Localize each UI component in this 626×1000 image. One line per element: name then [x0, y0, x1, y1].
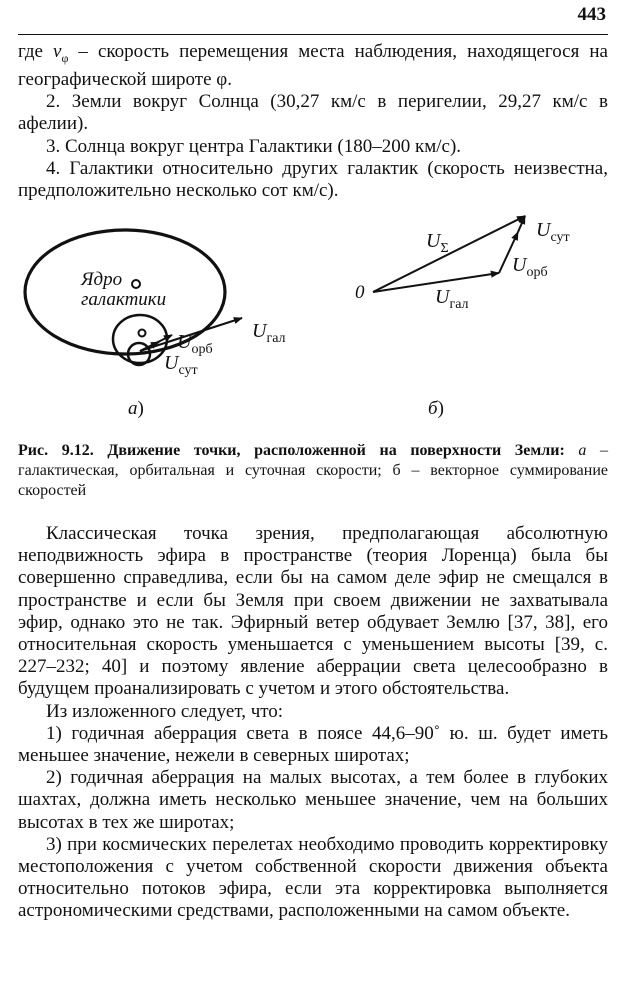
para1-prefix: где — [18, 41, 53, 62]
list-item-1: 1) годичная аберрация света в поясе 44,6–90˚ ю. ш. будет иметь меньшее значение, нежели в северных широтах; — [18, 722, 608, 767]
sun-dot — [139, 330, 146, 337]
body-paragraph-1: Классическая точка зрения, предполагающая абсолютную неподвижность эфира в пространстве (теория Лоренца) была бы совершенно справедлива, если бы на самом деле эфир не смещался в пространстве и если бы Земля при своем движении не захватывала эфир, однако это не так. Эфирный ветер обдувает Землю [37, 38], его относительная скорость уменьшается с уменьшением высоты [39, с. 227–232; 40] и поэтому явление аберрации света целесообразно в будущем проанализировать с учетом и этого обстоятельства. — [18, 523, 608, 700]
figure-9-12 — [0, 205, 626, 437]
paragraph-2: 2. Земли вокруг Солнца (30,27 км/с в перигелии, 29,27 км/с в афелии). — [18, 91, 608, 135]
body-paragraph-2: Из изложенного следует, что: — [46, 700, 284, 722]
caption-head: Рис. 9.12. Движение точки, расположенной на поверхности Земли: — [18, 442, 565, 459]
body-text — [18, 523, 608, 923]
core-label-line1: Ядро — [81, 269, 123, 290]
panel-b-u-sut-label: $U_{сут}$ — [536, 219, 570, 245]
caption-rest: – галактическая, орбитальная и суточная скорости; б – векторное суммирование скоростей — [18, 442, 609, 499]
paragraph-4: 4. Галактики относительно других галактик (скорость неизвестна, предположительно несколько сот км/с). — [18, 157, 608, 202]
panel-b-letter: б) — [428, 398, 444, 419]
panel-b-u-sigma-label: $U_\Sigma$ — [426, 230, 449, 256]
galaxy-core-dot — [132, 280, 140, 288]
panel-b-u-gal-label: $U_{гал}$ — [435, 286, 469, 312]
paragraph-3: 3. Солнца вокруг центра Галактики (180–200 км/с). — [46, 135, 462, 157]
core-label-line2: галактики — [81, 289, 167, 310]
earth-orbit — [113, 315, 167, 363]
panel-a-u-orb-label: $U_{орб}$ — [177, 331, 213, 357]
panel-a-letter: а) — [128, 398, 144, 419]
paragraph-1 — [18, 41, 608, 91]
figure-caption — [18, 441, 608, 501]
page-number: 443 — [577, 4, 606, 25]
panel-a-u-gal-label: $U_{гал}$ — [252, 320, 286, 346]
panel-b-diagram — [355, 216, 570, 419]
caption-a-letter: а — [578, 442, 587, 459]
panel-b-u-orb-label: $U_{орб}$ — [512, 254, 548, 280]
list-item-3: 3) при космических перелетах необходимо проводить корректировку местоположения с учетом собственной скорости движения объекта относительно потоков эфира, если эта корректировка выполняется астрономическими средствами, расположенными на самом объекте. — [18, 833, 608, 922]
origin-label: 0 — [355, 282, 365, 303]
velocity-symbol: v — [53, 41, 62, 62]
list-item-2: 2) годичная аберрация на малых высотах, а тем более в глубоких шахтах, должна иметь несколько меньшее значение, чем на больших высотах в тех же широтах; — [18, 767, 608, 833]
top-text — [18, 41, 608, 202]
header-rule — [18, 34, 608, 35]
para1-rest: – скорость перемещения места наблюдения, находящегося на географической широте φ. — [18, 41, 608, 90]
panel-a-u-sut-label: $U_{сут}$ — [164, 352, 198, 378]
panel-a-diagram — [25, 230, 286, 419]
velocity-subscript: φ — [61, 50, 69, 65]
